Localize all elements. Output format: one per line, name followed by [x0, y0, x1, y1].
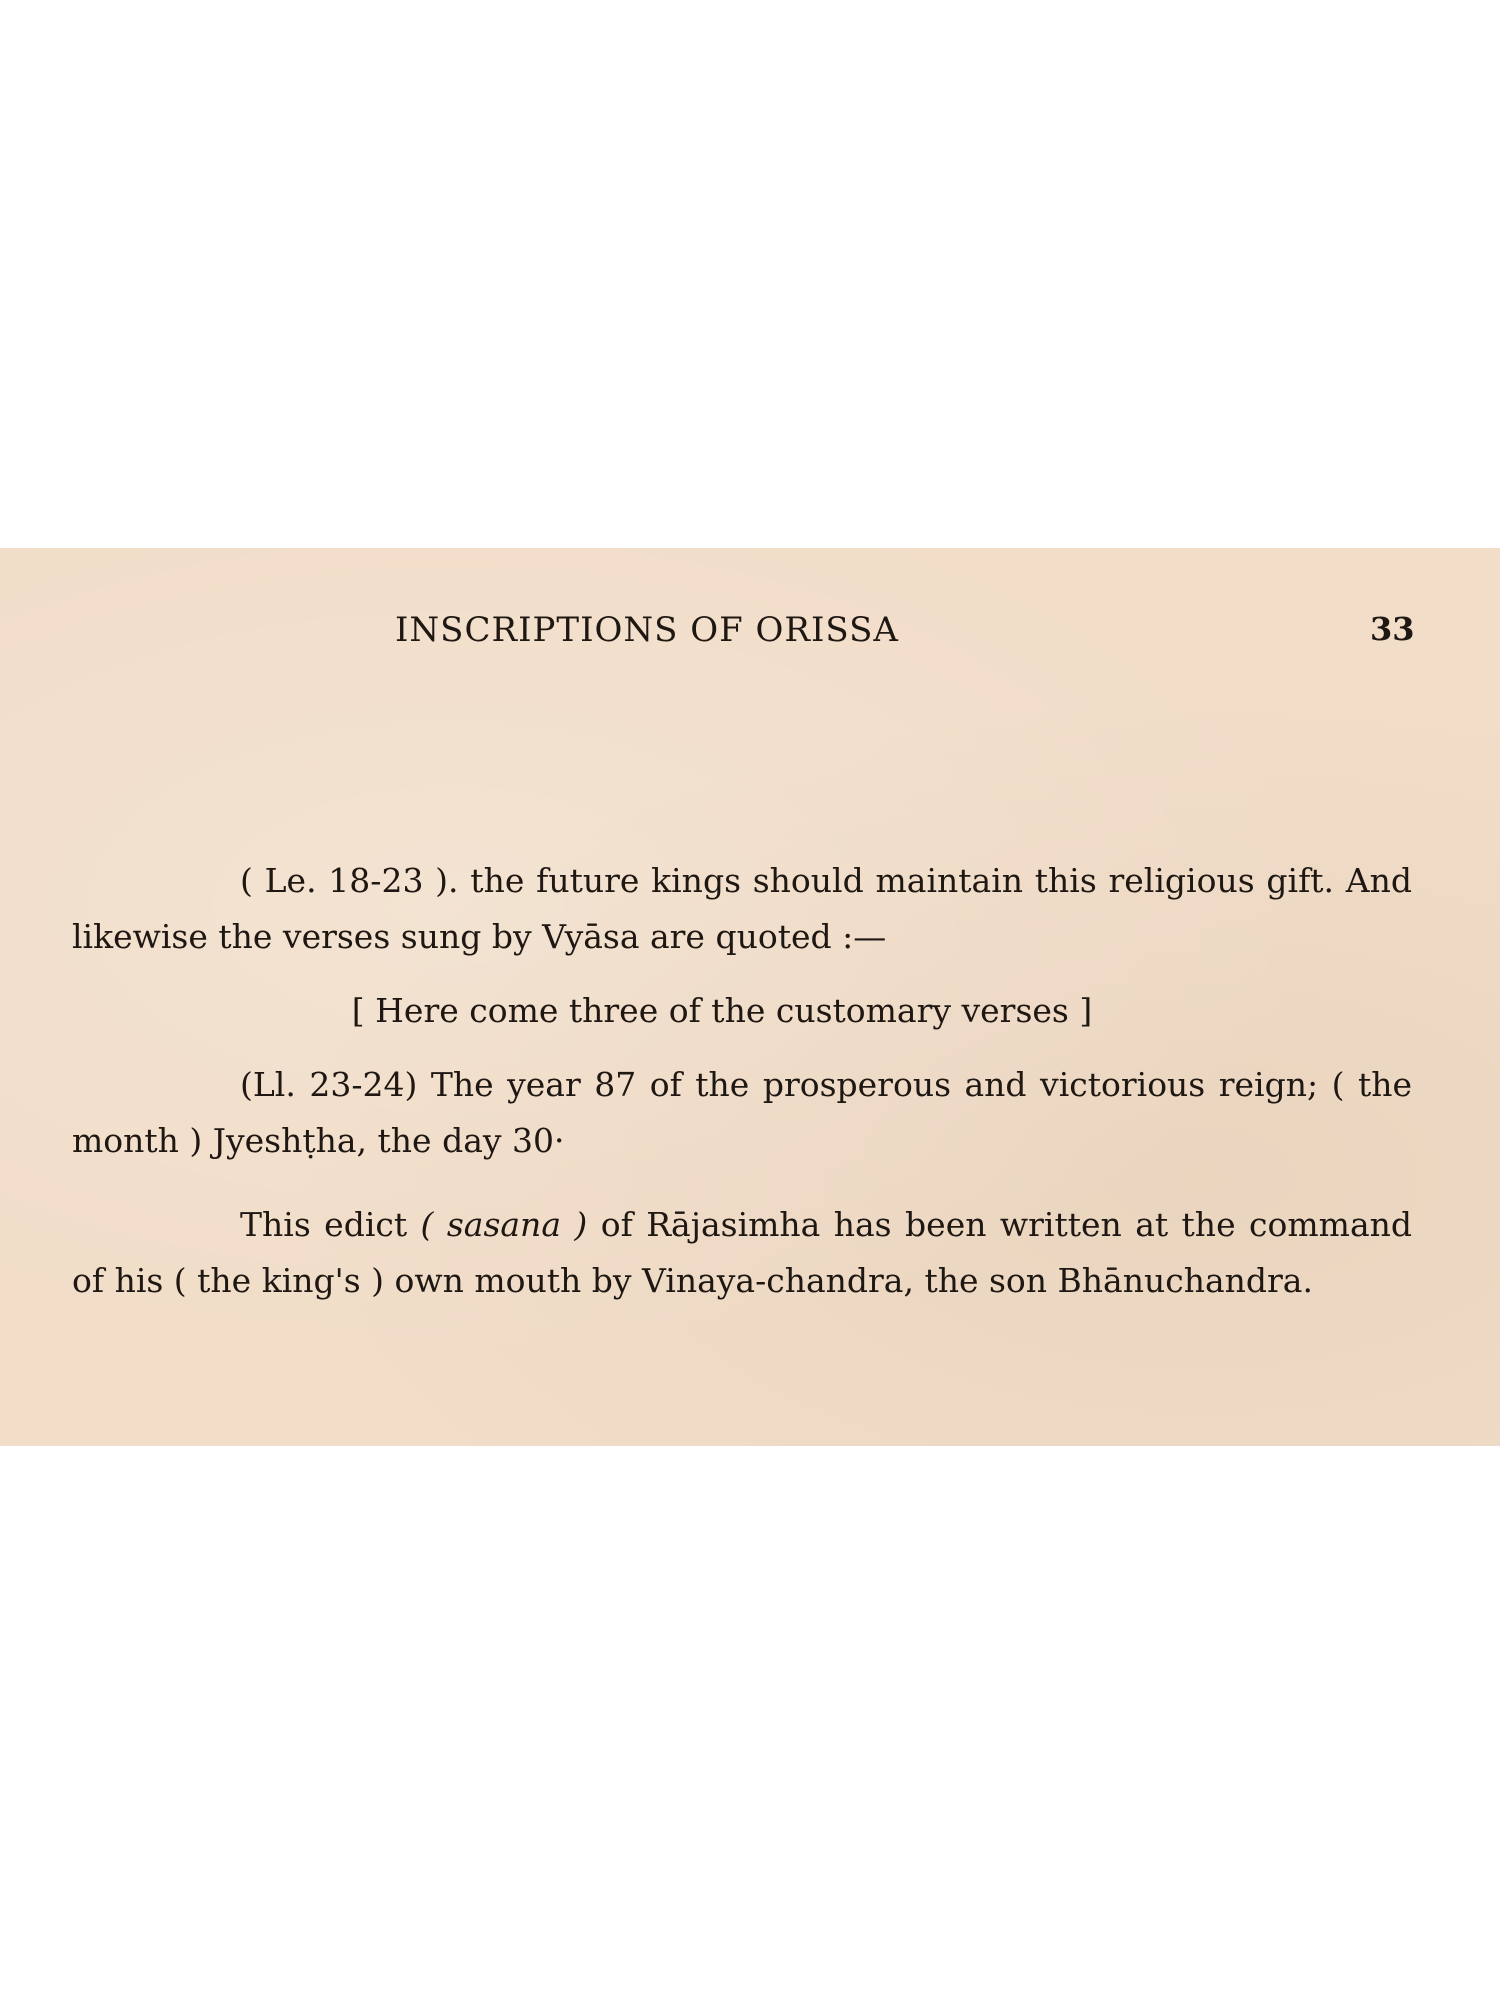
paragraph-text: The year 87 of the prosperous and victorious reign; ( the month ) Jyeshṭha, the day 30· — [72, 1065, 1412, 1160]
running-title: INSCRIPTIONS OF ORISSA — [395, 610, 899, 650]
body-text — [72, 853, 1412, 1309]
page-number: 33 — [1370, 610, 1415, 648]
page-header — [0, 610, 1500, 650]
line-reference: (Ll. 23-24) — [240, 1065, 418, 1104]
scanned-page — [0, 548, 1500, 1446]
paragraph-2 — [72, 1057, 1412, 1169]
paragraph-text: This edict — [240, 1205, 421, 1244]
verse-note: [ Here come three of the customary verses ] — [351, 991, 1093, 1030]
paragraph-text: of Rājasimha has been written at the command of his ( the king's ) own mouth by Vinaya-chandra, the son Bhānuchandra. — [72, 1205, 1412, 1300]
sanskrit-term: ( sasana ) — [420, 1205, 588, 1244]
line-reference: ( Le. 18-23 ). — [240, 861, 459, 900]
paragraph-1 — [72, 853, 1412, 965]
paragraph-text: the future kings should maintain this religious gift. And likewise the verses sung by Vyāsa are quoted :— — [72, 861, 1412, 956]
paragraph-3 — [72, 1197, 1412, 1309]
